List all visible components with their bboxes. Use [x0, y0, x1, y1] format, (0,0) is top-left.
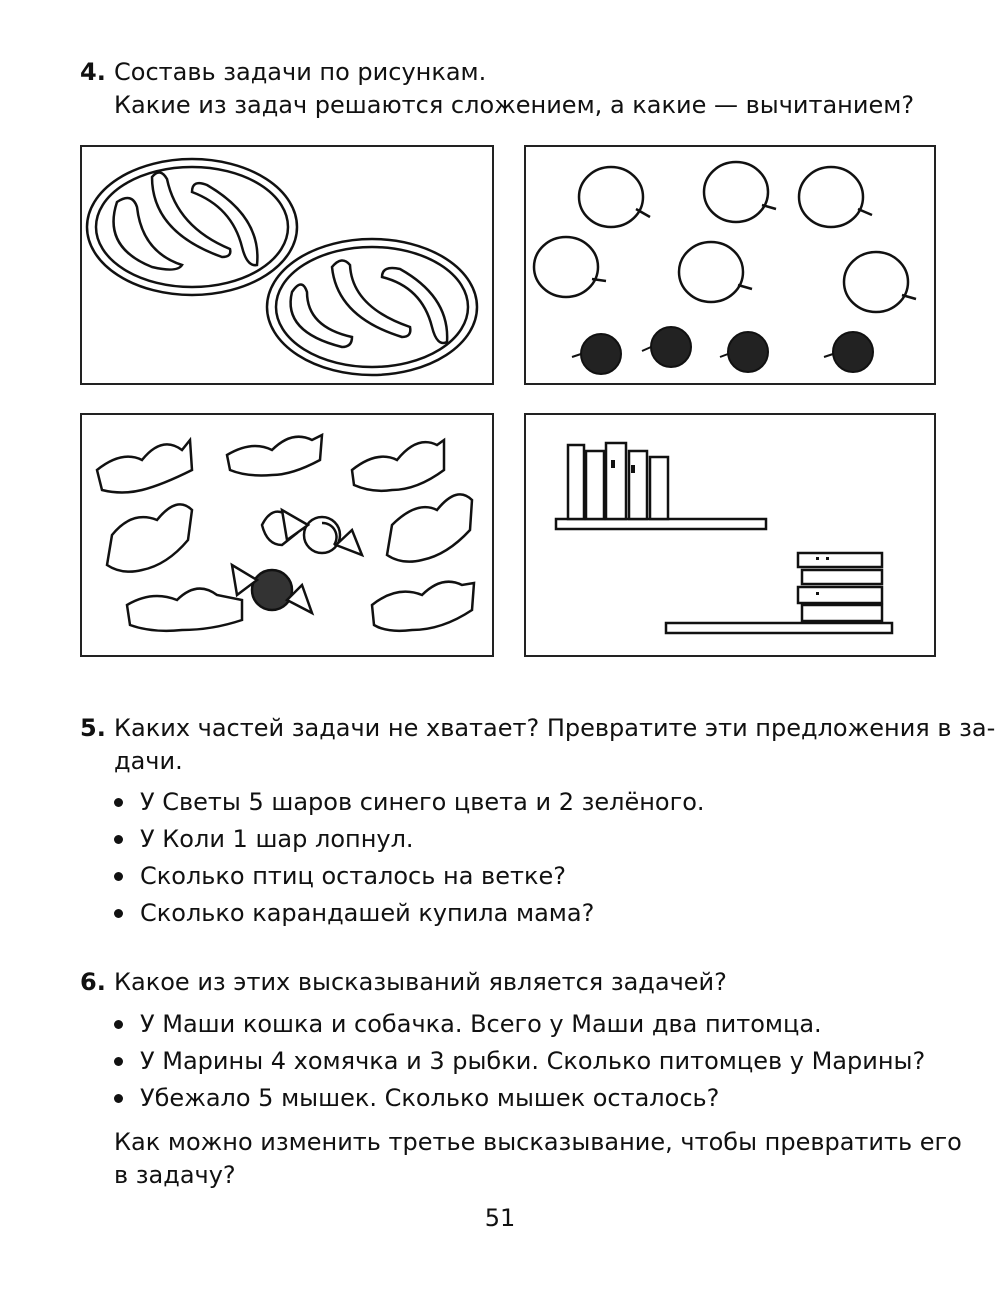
bullet-icon	[114, 1094, 123, 1103]
task-6-line-1: Какое из этих высказываний является задачей?	[114, 968, 727, 996]
bullet-icon	[114, 1020, 123, 1029]
book-icon	[606, 443, 626, 519]
bullet-icon	[114, 909, 123, 918]
plum-icon	[572, 334, 621, 374]
book-icon	[802, 570, 882, 584]
bananas-illustration	[82, 147, 492, 383]
bullet-icon	[114, 835, 123, 844]
apple-icon	[799, 167, 872, 227]
book-icon	[798, 587, 882, 603]
list-item: У Марины 4 хомячка и 3 рыбки. Сколько питомцев у Марины?	[110, 1043, 940, 1080]
apple-icon	[534, 237, 606, 297]
bullet-icon	[114, 872, 123, 881]
task-4-line-2: Какие из задач решаются сложением, а какие — вычитанием?	[114, 91, 915, 119]
list-item: У Коли 1 шар лопнул.	[110, 821, 940, 858]
book-icon	[798, 553, 882, 567]
task-text	[114, 712, 996, 778]
round-candy-icon	[282, 510, 362, 555]
task-5-line-2: дачи.	[114, 747, 183, 775]
task-4-line-1: Составь задачи по рисункам.	[114, 58, 487, 86]
plum-icon	[720, 332, 768, 372]
book-icon	[568, 445, 584, 519]
apple-icon	[704, 162, 776, 222]
book-icon	[802, 605, 882, 621]
candy-icon	[387, 494, 472, 561]
candies-illustration	[82, 415, 492, 655]
question-line-1: Как можно изменить третье высказывание, чтобы превратить его	[114, 1128, 962, 1156]
bullet-icon	[114, 1057, 123, 1066]
book-icon	[650, 457, 668, 519]
candy-icon	[372, 582, 474, 631]
book-icon	[586, 451, 604, 519]
bullet-icon	[114, 798, 123, 807]
question-line-2: в задачу?	[114, 1161, 236, 1189]
list-item: Сколько карандашей купила мама?	[110, 895, 940, 932]
task-number: 5.	[80, 714, 106, 742]
list-item: Убежало 5 мышек. Сколько мышек осталось?	[110, 1080, 940, 1117]
candy-icon	[107, 504, 192, 571]
apple-icon	[679, 242, 752, 302]
apple-icon	[579, 167, 650, 227]
candy-icon	[127, 589, 242, 631]
task-text	[114, 56, 930, 122]
list-item: У Светы 5 шаров синего цвета и 2 зелёного.	[110, 784, 940, 821]
task-5-bullets	[110, 784, 940, 932]
list-item: Сколько птиц осталось на ветке?	[110, 858, 940, 895]
banana-icon	[152, 172, 230, 257]
picture-candies	[80, 413, 494, 657]
task-6-question	[114, 1126, 962, 1192]
task-5	[80, 712, 996, 942]
apples-illustration	[526, 147, 934, 383]
picture-apples-plums	[524, 145, 936, 385]
picture-bananas	[80, 145, 494, 385]
page-number: 51	[484, 1204, 516, 1232]
task-number: 4.	[80, 58, 106, 86]
task-5-line-1: Каких частей задачи не хватает? Превратите эти предложения в за-	[114, 714, 996, 742]
plum-icon	[824, 332, 873, 372]
task-text	[114, 966, 930, 999]
task-6	[80, 966, 962, 1196]
upper-shelf-icon	[556, 519, 766, 529]
task-6-bullets	[110, 1006, 940, 1117]
task-4-heading	[80, 56, 940, 126]
plum-icon	[642, 327, 691, 367]
candy-icon	[227, 435, 322, 475]
round-candy-icon	[232, 565, 312, 613]
picture-books	[524, 413, 936, 657]
task-number: 6.	[80, 968, 106, 996]
books-illustration	[526, 415, 934, 655]
list-item: У Маши кошка и собачка. Всего у Маши два питомца.	[110, 1006, 940, 1043]
candy-icon	[352, 440, 444, 491]
candy-icon	[97, 440, 192, 493]
apple-icon	[844, 252, 916, 312]
lower-shelf-icon	[666, 623, 892, 633]
book-icon	[629, 451, 647, 519]
